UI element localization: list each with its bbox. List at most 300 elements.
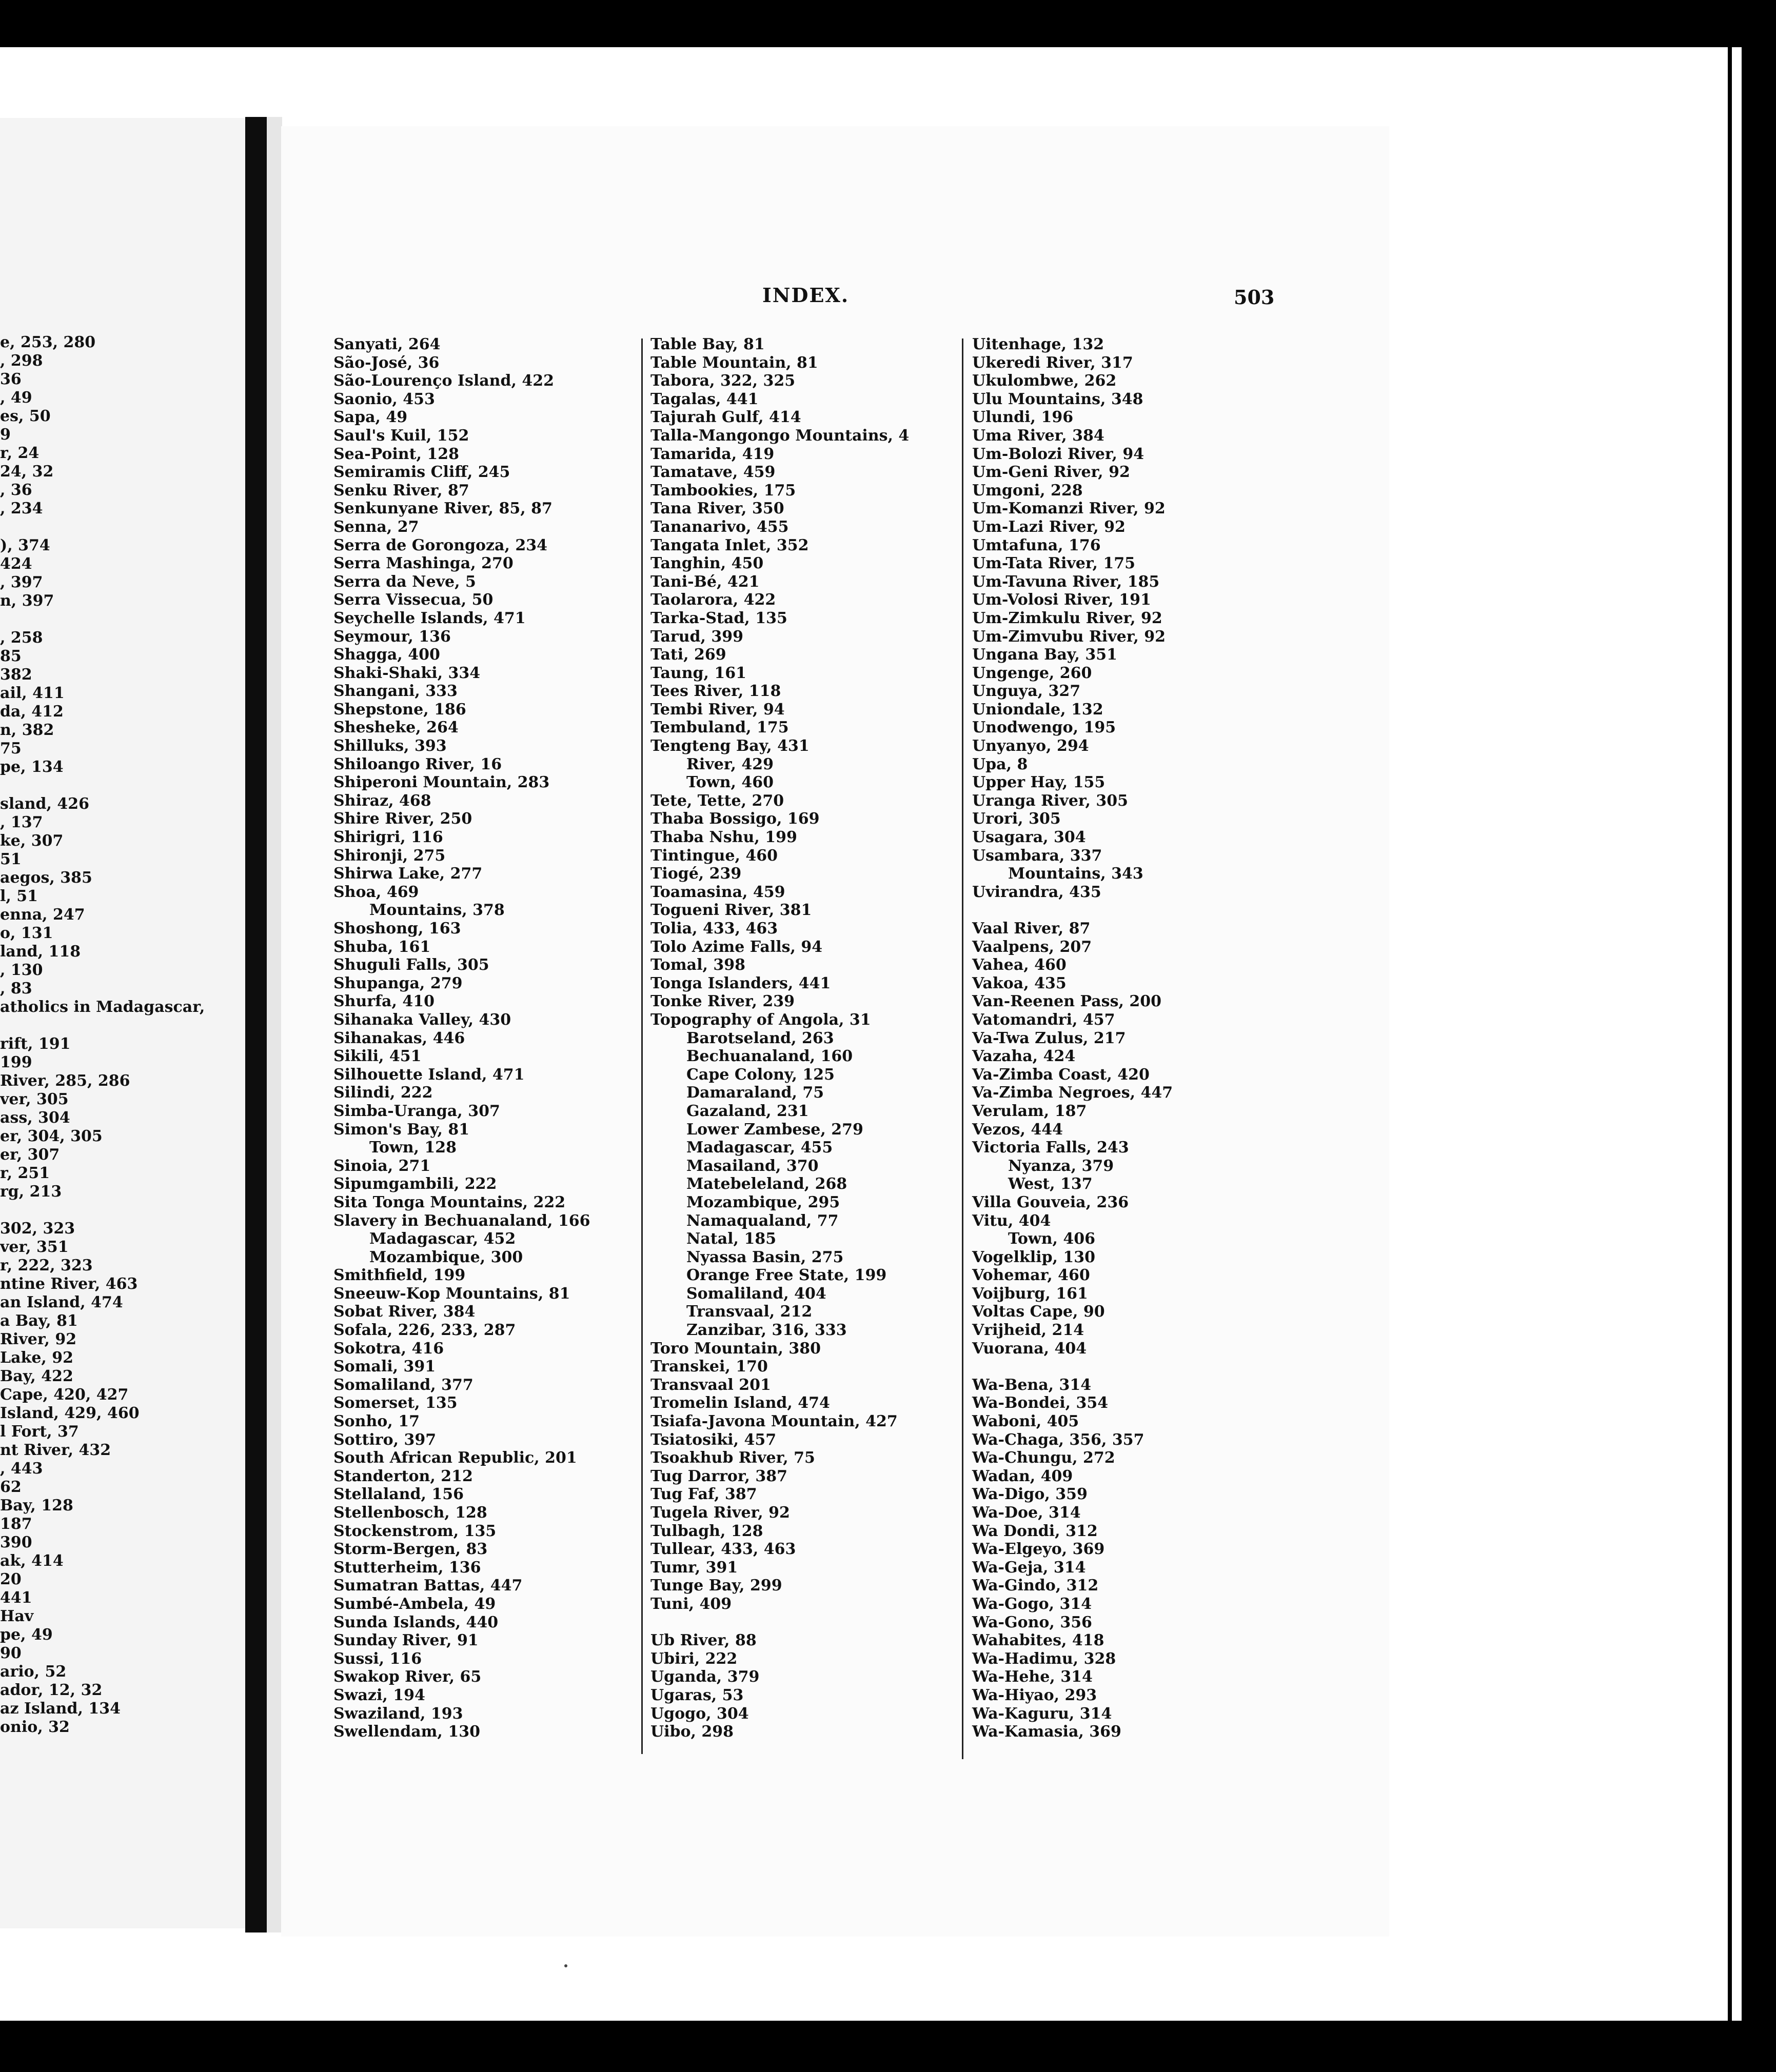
index-entry: Shoa, 469: [333, 883, 419, 901]
index-entry: Standerton, 212: [333, 1467, 473, 1485]
left-index-entry: rift, 191: [0, 1035, 71, 1053]
left-index-entry: Bay, 422: [0, 1367, 73, 1385]
left-index-entry: 187: [0, 1515, 32, 1533]
left-index-entry: 302, 323: [0, 1220, 75, 1238]
index-subentry: Town, 460: [686, 773, 774, 792]
index-entry: Unyanyo, 294: [972, 737, 1089, 755]
index-entry: Va-Zimba Negroes, 447: [972, 1084, 1173, 1102]
index-entry: Sneeuw-Kop Mountains, 81: [333, 1284, 570, 1303]
left-index-entry: da, 412: [0, 703, 64, 721]
index-entry: Vaalpens, 207: [972, 938, 1092, 956]
index-entry: Transvaal 201: [650, 1376, 771, 1394]
index-subentry: Bechuanaland, 160: [686, 1047, 853, 1066]
left-index-entry: n, 397: [0, 592, 54, 610]
left-index-entry: pe, 49: [0, 1626, 53, 1644]
index-entry: Shagga, 400: [333, 646, 440, 664]
scan-edge-line: [1728, 47, 1732, 2021]
left-index-entry: River, 92: [0, 1330, 77, 1348]
index-entry: Unguya, 327: [972, 682, 1081, 701]
index-entry: Sottiro, 397: [333, 1430, 437, 1449]
left-index-entry: ver, 351: [0, 1238, 69, 1256]
index-entry: Ubiri, 222: [650, 1649, 738, 1668]
index-entry: Swakop River, 65: [333, 1668, 482, 1686]
column-rule-2: [962, 338, 963, 1759]
index-entry: Serra da Neve, 5: [333, 572, 476, 591]
index-entry: Senku River, 87: [333, 481, 469, 500]
index-entry: Tsiafa-Javona Mountain, 427: [650, 1412, 898, 1431]
index-entry: Shangani, 333: [333, 682, 458, 701]
index-entry: Ugaras, 53: [650, 1686, 744, 1704]
left-index-entry: River, 285, 286: [0, 1072, 130, 1090]
index-entry: Tuni, 409: [650, 1595, 732, 1613]
index-entry: Uma River, 384: [972, 426, 1104, 445]
index-entry: Um-Zimkulu River, 92: [972, 609, 1162, 627]
index-entry: Stockenstrom, 135: [333, 1522, 497, 1540]
index-entry: Shirwa Lake, 277: [333, 865, 483, 883]
left-index-entry: onio, 32: [0, 1718, 70, 1736]
index-entry: Wa-Gono, 356: [972, 1613, 1092, 1631]
index-entry: Transkei, 170: [650, 1358, 768, 1376]
index-entry: Wadan, 409: [972, 1467, 1073, 1485]
left-index-entry: ver, 305: [0, 1090, 69, 1108]
index-entry: Sobat River, 384: [333, 1303, 476, 1321]
index-entry: Va-Zimba Coast, 420: [972, 1065, 1150, 1084]
index-entry: Ungenge, 260: [972, 664, 1092, 682]
index-gap: [972, 901, 1280, 920]
index-entry: Vahea, 460: [972, 956, 1067, 974]
index-entry: Stellenbosch, 128: [333, 1504, 487, 1522]
index-entry: Tug Darror, 387: [650, 1467, 788, 1485]
left-index-entry: n, 382: [0, 721, 54, 739]
left-index-entry: 24, 32: [0, 463, 54, 481]
index-entry: Sapa, 49: [333, 408, 408, 427]
index-entry: Tagalas, 441: [650, 390, 759, 408]
index-entry: Tembuland, 175: [650, 719, 789, 737]
left-index-entry: 390: [0, 1533, 32, 1551]
index-entry: Slavery in Bechuanaland, 166: [333, 1211, 590, 1230]
index-subentry: Nyanza, 379: [1008, 1157, 1114, 1175]
index-subentry: Gazaland, 231: [686, 1102, 809, 1120]
left-index-entry: 36: [0, 370, 22, 388]
index-subentry: Mountains, 378: [369, 901, 505, 920]
left-index-entry: , 397: [0, 573, 43, 591]
left-index-entry: , 49: [0, 389, 32, 407]
index-entry: Saonio, 453: [333, 390, 435, 408]
left-index-entry: l, 51: [0, 887, 38, 905]
index-entry: Tug Faf, 387: [650, 1485, 757, 1504]
index-entry: Verulam, 187: [972, 1102, 1087, 1120]
index-subentry: Mozambique, 295: [686, 1193, 840, 1211]
index-entry: Usambara, 337: [972, 846, 1102, 865]
left-index-entry: r, 251: [0, 1164, 50, 1182]
index-subentry: Madagascar, 452: [369, 1230, 516, 1248]
index-entry: Wa-Elgeyo, 369: [972, 1540, 1105, 1559]
index-entry: Um-Volosi River, 191: [972, 591, 1151, 609]
left-index-entry: r, 24: [0, 444, 40, 462]
index-entry: Shaki-Shaki, 334: [333, 664, 481, 682]
index-entry: Tromelin Island, 474: [650, 1394, 830, 1412]
scan-border-bottom: [0, 2021, 1776, 2072]
index-subentry: River, 429: [686, 755, 774, 773]
left-index-entry: 75: [0, 740, 22, 758]
index-entry: South African Republic, 201: [333, 1449, 577, 1467]
index-entry: Tana River, 350: [650, 500, 784, 518]
left-index-entry: 62: [0, 1478, 22, 1496]
column-rule-1: [641, 338, 643, 1754]
index-entry: Stellaland, 156: [333, 1485, 464, 1504]
index-entry: Wa-Bena, 314: [972, 1376, 1092, 1394]
index-entry: Sunday River, 91: [333, 1631, 479, 1650]
index-entry: Simon's Bay, 81: [333, 1120, 470, 1139]
index-entry: Tabora, 322, 325: [650, 372, 796, 390]
index-entry: Ub River, 88: [650, 1631, 757, 1650]
index-entry: Uvirandra, 435: [972, 883, 1101, 901]
index-entry: Thaba Bossigo, 169: [650, 810, 820, 828]
index-entry: Vohemar, 460: [972, 1266, 1090, 1285]
index-entry: Vuorana, 404: [972, 1339, 1087, 1358]
index-entry: Vazaha, 424: [972, 1047, 1076, 1066]
index-entry: Wa-Hiyao, 293: [972, 1686, 1097, 1704]
left-index-entry: Island, 429, 460: [0, 1404, 140, 1422]
left-index-entry: ke, 307: [0, 832, 64, 850]
index-entry: Uniondale, 132: [972, 700, 1103, 719]
index-entry: Sumatran Battas, 447: [333, 1577, 523, 1595]
index-entry: Wa-Hehe, 314: [972, 1668, 1093, 1686]
index-entry: Sita Tonga Mountains, 222: [333, 1193, 566, 1211]
left-index-entry: sland, 426: [0, 795, 90, 813]
spine-gutter: [267, 117, 282, 1932]
left-index-entry: , 443: [0, 1460, 43, 1478]
index-subentry: Barotseland, 263: [686, 1029, 834, 1047]
index-entry: Uitenhage, 132: [972, 335, 1104, 353]
index-entry: Wa-Chungu, 272: [972, 1449, 1115, 1467]
index-gap: [650, 1613, 958, 1632]
index-entry: São-José, 36: [333, 353, 440, 372]
index-entry: Ungana Bay, 351: [972, 646, 1117, 664]
left-index-entry: ass, 304: [0, 1109, 70, 1127]
index-entry: Wahabites, 418: [972, 1631, 1104, 1650]
index-entry: Tullear, 433, 463: [650, 1540, 796, 1559]
index-entry: Ulundi, 196: [972, 408, 1074, 427]
index-entry: Swaziland, 193: [333, 1704, 463, 1723]
index-entry: Vrijheid, 214: [972, 1321, 1084, 1340]
index-entry: Tani-Bé, 421: [650, 572, 760, 591]
index-entry: Va-Twa Zulus, 217: [972, 1029, 1126, 1047]
index-entry: Tolia, 433, 463: [650, 920, 778, 938]
index-entry: Senkunyane River, 85, 87: [333, 500, 552, 518]
index-entry: Sihanakas, 446: [333, 1029, 465, 1047]
index-subentry: Natal, 185: [686, 1230, 777, 1248]
index-entry: Tamarida, 419: [650, 445, 775, 463]
index-entry: Tunge Bay, 299: [650, 1577, 782, 1595]
left-index-entry: atholics in Madagascar,: [0, 998, 205, 1016]
index-entry: Wa-Digo, 359: [972, 1485, 1088, 1504]
index-entry: Usagara, 304: [972, 828, 1086, 847]
index-entry: Wa-Gogo, 314: [972, 1595, 1092, 1613]
left-index-entry: , 83: [0, 980, 32, 998]
index-entry: Sanyati, 264: [333, 335, 441, 353]
index-entry: Wa-Geja, 314: [972, 1558, 1086, 1577]
index-entry: Wa-Doe, 314: [972, 1504, 1081, 1522]
index-entry: Umgoni, 228: [972, 481, 1083, 500]
index-subentry: Lower Zambese, 279: [686, 1120, 863, 1139]
index-entry: Ukeredi River, 317: [972, 353, 1133, 372]
left-index-entry: ntine River, 463: [0, 1275, 138, 1293]
left-index-entry: ak, 414: [0, 1552, 64, 1570]
left-index-entry: 424: [0, 555, 32, 573]
index-subentry: Masailand, 370: [686, 1157, 819, 1175]
index-entry: Vezos, 444: [972, 1120, 1063, 1139]
index-entry: Seychelle Islands, 471: [333, 609, 526, 627]
left-index-entry: ail, 411: [0, 684, 65, 702]
index-entry: Tanghin, 450: [650, 554, 764, 573]
index-entry: Toro Mountain, 380: [650, 1339, 821, 1358]
left-index-entry: [0, 776, 245, 795]
index-subentry: Namaqualand, 77: [686, 1211, 839, 1230]
scan-speck: [564, 1964, 567, 1967]
left-index-entry: es, 50: [0, 407, 51, 425]
left-index-entry: , 258: [0, 629, 43, 647]
index-entry: Shoshong, 163: [333, 920, 461, 938]
index-entry: Tomal, 398: [650, 956, 745, 974]
index-entry: Um-Tata River, 175: [972, 554, 1136, 573]
index-entry: Senna, 27: [333, 517, 419, 536]
index-entry: Sea-Point, 128: [333, 445, 459, 463]
index-entry: Taolarora, 422: [650, 591, 776, 609]
index-entry: Vaal River, 87: [972, 920, 1091, 938]
index-entry: Wa-Chaga, 356, 357: [972, 1430, 1144, 1449]
index-entry: Sussi, 116: [333, 1649, 422, 1668]
index-entry: Uranga River, 305: [972, 791, 1129, 810]
left-index-entry: enna, 247: [0, 906, 85, 924]
index-entry: Sihanaka Valley, 430: [333, 1010, 511, 1029]
left-index-entry: er, 304, 305: [0, 1127, 103, 1145]
left-index-entry: [0, 1201, 245, 1220]
index-entry: Somerset, 135: [333, 1394, 458, 1412]
index-entry: Wa Dondi, 312: [972, 1522, 1098, 1540]
index-entry: Serra de Gorongoza, 234: [333, 536, 547, 554]
left-index-entry: an Island, 474: [0, 1293, 123, 1311]
index-entry: Storm-Bergen, 83: [333, 1540, 488, 1559]
index-entry: Um-Komanzi River, 92: [972, 500, 1166, 518]
index-entry: Urori, 305: [972, 810, 1061, 828]
index-entry: Tarka-Stad, 135: [650, 609, 787, 627]
index-entry: Wa-Bondei, 354: [972, 1394, 1109, 1412]
index-entry: Tati, 269: [650, 646, 726, 664]
left-index-entry: , 137: [0, 813, 43, 831]
index-subentry: Nyassa Basin, 275: [686, 1248, 844, 1266]
index-entry: Tete, Tette, 270: [650, 791, 784, 810]
left-index-entry: Cape, 420, 427: [0, 1386, 129, 1404]
index-entry: Voijburg, 161: [972, 1284, 1088, 1303]
index-entry: Tsiatosiki, 457: [650, 1430, 777, 1449]
index-entry: Shire River, 250: [333, 810, 472, 828]
index-entry: Um-Lazi River, 92: [972, 517, 1126, 536]
index-subentry: Matebeleland, 268: [686, 1175, 847, 1193]
index-entry: Seymour, 136: [333, 627, 451, 646]
index-entry: Sofala, 226, 233, 287: [333, 1321, 516, 1340]
index-entry: Simba-Uranga, 307: [333, 1102, 500, 1120]
index-entry: Tugela River, 92: [650, 1504, 790, 1522]
index-entry: Silindi, 222: [333, 1084, 433, 1102]
index-entry: Stutterheim, 136: [333, 1558, 481, 1577]
index-entry: Serra Mashinga, 270: [333, 554, 514, 573]
index-gap: [972, 1358, 1280, 1376]
left-index-entry: ario, 52: [0, 1663, 67, 1681]
index-entry: Table Mountain, 81: [650, 353, 818, 372]
index-entry: Umtafuna, 176: [972, 536, 1101, 554]
index-subentry: Mountains, 343: [1008, 865, 1143, 883]
left-index-entry: ador, 12, 32: [0, 1681, 103, 1699]
index-entry: Tolo Azime Falls, 94: [650, 938, 823, 956]
index-entry: Tonga Islanders, 441: [650, 974, 831, 992]
left-index-entry: 441: [0, 1589, 32, 1607]
index-entry: Vakoa, 435: [972, 974, 1067, 992]
index-entry: Tintingue, 460: [650, 846, 778, 865]
index-entry: Tembi River, 94: [650, 700, 785, 719]
left-index-entry: rg, 213: [0, 1183, 62, 1201]
index-subentry: Madagascar, 455: [686, 1139, 833, 1157]
index-subentry: Mozambique, 300: [369, 1248, 523, 1266]
index-entry: Serra Vissecua, 50: [333, 591, 494, 609]
index-entry: Saul's Kuil, 152: [333, 426, 469, 445]
left-index-entry: 9: [0, 426, 11, 444]
left-index-entry: 20: [0, 1570, 22, 1588]
index-entry: Tambookies, 175: [650, 481, 796, 500]
index-subentry: Somaliland, 404: [686, 1284, 826, 1303]
index-entry: Ulu Mountains, 348: [972, 390, 1143, 408]
left-page: [0, 118, 245, 1928]
index-entry: Somali, 391: [333, 1358, 436, 1376]
left-index-entry: 85: [0, 647, 22, 665]
left-index-entry: 51: [0, 850, 22, 868]
index-entry: Tangata Inlet, 352: [650, 536, 809, 554]
index-entry: Shironji, 275: [333, 846, 446, 865]
index-column-2: [650, 335, 958, 1741]
left-page-index-column: [0, 333, 245, 1737]
index-column-1: [333, 335, 641, 1741]
left-index-entry: Lake, 92: [0, 1349, 74, 1367]
index-entry: Tiogé, 239: [650, 865, 742, 883]
index-entry: Tsoakhub River, 75: [650, 1449, 815, 1467]
index-entry: Taung, 161: [650, 664, 747, 682]
index-entry: Shiloango River, 16: [333, 755, 502, 773]
index-entry: Wa-Kaguru, 314: [972, 1704, 1112, 1723]
index-entry: Topography of Angola, 31: [650, 1010, 871, 1029]
index-entry: Um-Tavuna River, 185: [972, 572, 1160, 591]
index-entry: Shesheke, 264: [333, 719, 459, 737]
index-subentry: Damaraland, 75: [686, 1084, 824, 1102]
index-entry: Van-Reenen Pass, 200: [972, 992, 1161, 1011]
index-entry: Victoria Falls, 243: [972, 1139, 1129, 1157]
index-entry: Tulbagh, 128: [650, 1522, 763, 1540]
left-index-entry: a Bay, 81: [0, 1312, 78, 1330]
index-subentry: Cape Colony, 125: [686, 1065, 835, 1084]
index-entry: Um-Geni River, 92: [972, 463, 1130, 482]
page-title: INDEX.: [762, 284, 850, 307]
left-index-entry: ), 374: [0, 536, 50, 554]
index-entry: Unodwengo, 195: [972, 719, 1116, 737]
index-subentry: Zanzibar, 316, 333: [686, 1321, 847, 1340]
left-index-entry: er, 307: [0, 1146, 60, 1164]
index-entry: Sunda Islands, 440: [333, 1613, 499, 1631]
index-entry: São-Lourenço Island, 422: [333, 372, 554, 390]
index-entry: Togueni River, 381: [650, 901, 812, 920]
index-entry: Wa-Gindo, 312: [972, 1577, 1099, 1595]
left-index-entry: Bay, 128: [0, 1497, 73, 1515]
left-index-entry: r, 222, 323: [0, 1257, 93, 1274]
left-index-entry: , 36: [0, 481, 32, 499]
index-entry: Smithfield, 199: [333, 1266, 466, 1285]
index-entry: Toamasina, 459: [650, 883, 785, 901]
scan-border-top: [0, 0, 1776, 47]
index-entry: Vogelklip, 130: [972, 1248, 1096, 1266]
left-index-entry: [0, 610, 245, 629]
index-entry: Waboni, 405: [972, 1412, 1079, 1431]
left-index-entry: pe, 134: [0, 758, 64, 776]
index-entry: Vitu, 404: [972, 1211, 1051, 1230]
left-index-entry: o, 131: [0, 924, 53, 942]
index-subentry: Town, 406: [1008, 1230, 1096, 1248]
left-index-entry: 199: [0, 1053, 32, 1071]
index-entry: Shilluks, 393: [333, 737, 447, 755]
index-entry: Tees River, 118: [650, 682, 781, 701]
index-entry: Vatomandri, 457: [972, 1010, 1115, 1029]
left-index-entry: aegos, 385: [0, 869, 92, 887]
index-entry: Table Bay, 81: [650, 335, 765, 353]
index-entry: Swazi, 194: [333, 1686, 425, 1704]
index-entry: Tengteng Bay, 431: [650, 737, 810, 755]
index-subentry: Town, 128: [369, 1139, 457, 1157]
index-entry: Tonke River, 239: [650, 992, 795, 1011]
index-entry: Wa-Kamasia, 369: [972, 1723, 1121, 1741]
left-index-entry: 90: [0, 1644, 22, 1662]
index-entry: Sinoia, 271: [333, 1157, 431, 1175]
index-entry: Silhouette Island, 471: [333, 1065, 525, 1084]
index-column-3: [972, 335, 1280, 1741]
index-entry: Um-Zimvubu River, 92: [972, 627, 1166, 646]
index-entry: Sikili, 451: [333, 1047, 422, 1066]
left-index-entry: [0, 1017, 245, 1035]
index-entry: Thaba Nshu, 199: [650, 828, 797, 847]
left-index-entry: , 234: [0, 500, 43, 517]
left-index-entry: 382: [0, 666, 32, 684]
index-entry: Sokotra, 416: [333, 1339, 444, 1358]
left-index-entry: e, 253, 280: [0, 333, 96, 351]
index-entry: Upper Hay, 155: [972, 773, 1106, 792]
index-entry: Sipumgambili, 222: [333, 1175, 497, 1193]
left-index-entry: az Island, 134: [0, 1700, 121, 1718]
index-entry: Shiperoni Mountain, 283: [333, 773, 550, 792]
index-entry: Shupanga, 279: [333, 974, 463, 992]
index-entry: Tajurah Gulf, 414: [650, 408, 801, 427]
index-entry: Shiraz, 468: [333, 791, 431, 810]
index-entry: Swellendam, 130: [333, 1723, 480, 1741]
index-entry: Shuguli Falls, 305: [333, 956, 489, 974]
index-entry: Sonho, 17: [333, 1412, 420, 1431]
index-entry: Tumr, 391: [650, 1558, 738, 1577]
index-entry: Shuba, 161: [333, 938, 431, 956]
index-entry: Somaliland, 377: [333, 1376, 473, 1394]
index-entry: Semiramis Cliff, 245: [333, 463, 510, 482]
left-index-entry: [0, 518, 245, 536]
index-entry: Uibo, 298: [650, 1723, 734, 1741]
index-entry: Upa, 8: [972, 755, 1028, 773]
index-subentry: Transvaal, 212: [686, 1303, 813, 1321]
left-index-entry: Hav: [0, 1607, 34, 1625]
index-entry: Sumbé-Ambela, 49: [333, 1595, 496, 1613]
left-index-entry: l Fort, 37: [0, 1423, 79, 1441]
